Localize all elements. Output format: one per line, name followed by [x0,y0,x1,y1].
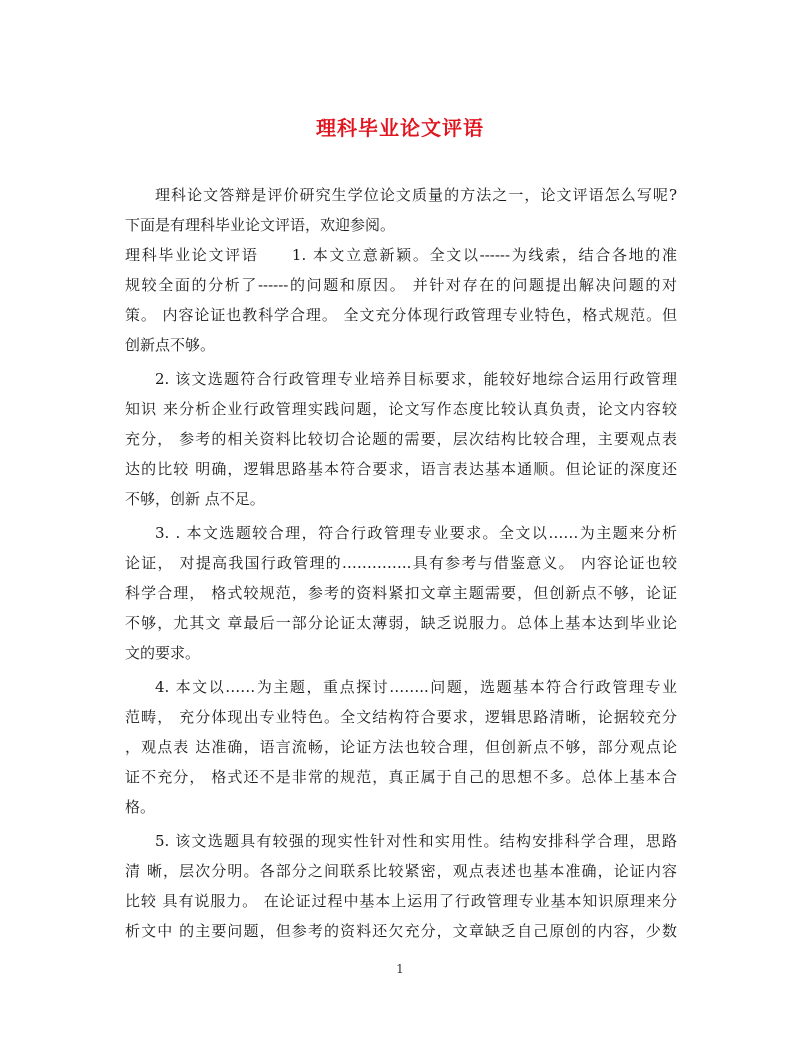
comment-paragraph-5 [125,826,677,946]
text-line: 达的比较 明确，逻辑思路基本符合要求，语言表达基本通顺。但论证的深度还 [125,460,677,478]
page-number: 1 [396,962,404,976]
text-line: 文的要求。 [125,644,201,662]
text-line: 2. 该文选题符合行政管理专业培养目标要求，能较好地综合运用行政管理 [155,370,677,388]
document-title: 理科毕业论文评语 [316,116,484,140]
text-line: 4. 本文以……为主题，重点探讨……..问题，选题基本符合行政管理专业 [155,678,677,696]
text-line: ，观点表 达准确，语言流畅，论证方法也较合理，但创新点不够，部分观点论 [125,738,677,756]
text-line: 理科论文答辩是评价研究生学位论文质量的方法之一，论文评语怎么写呢? [155,186,677,204]
comment-paragraph-2 [125,364,677,514]
text-line: 策。 内容论证也教科学合理。 全文充分体现行政管理专业特色，格式规范。但 [125,306,677,324]
comment-paragraph-3 [125,518,677,668]
text-line: 科学合理， 格式较规范，参考的资料紧扣文章主题需要，但创新点不够，论证 [125,584,677,602]
text-line: 不够，创新 点不足。 [125,490,265,508]
text-line: 5. 该文选题具有较强的现实性针对性和实用性。结构安排科学合理，思路 [155,832,677,850]
text-line: 格。 [125,798,156,816]
text-line: 充分， 参考的相关资料比较切合论题的需要，层次结构比较合理，主要观点表 [125,430,677,448]
text-line: 规较全面的分析了------的问题和原因。 并针对存在的问题提出解决问题的对 [125,276,677,294]
text-line: 清 晰，层次分明。各部分之间联系比较紧密，观点表述也基本准确，论证内容 [125,862,677,880]
document-body [125,180,677,946]
text-line: 证不充分， 格式还不是非常的规范，真正属于自己的思想不多。总体上基本合 [125,768,677,786]
text-line: 论证， 对提高我国行政管理的…………..具有参考与借鉴意义。 内容论证也较 [125,554,677,572]
intro-paragraph [125,180,677,240]
text-line: 下面是有理科毕业论文评语，欢迎参阅。 [125,216,396,234]
comment-paragraph-1 [125,240,677,360]
text-line: 比较 具有说服力。 在论证过程中基本上运用了行政管理专业基本知识原理来分 [125,892,677,910]
text-line: 析文中 的主要问题，但参考的资料还欠充分，文章缺乏自己原创的内容，少数 [125,922,677,940]
text-line: 范畴， 充分体现出专业特色。全文结构符合要求，逻辑思路清晰，论据较充分 [125,708,677,726]
text-line: 知识 来分析企业行政管理实践问题，论文写作态度比较认真负责，论文内容较 [125,400,677,418]
text-line: 理科毕业论文评语 1. 本文立意新颖。全文以------为线索，结合各地的准 [125,246,677,264]
text-line: 3. . 本文选题较合理，符合行政管理专业要求。全文以……为主题来分析 [155,524,677,542]
text-line: 创新点不够。 [125,336,216,354]
comment-paragraph-4 [125,672,677,822]
text-line: 不够，尤其文 章最后一部分论证太薄弱，缺乏说服力。总体上基本达到毕业论 [125,614,677,632]
